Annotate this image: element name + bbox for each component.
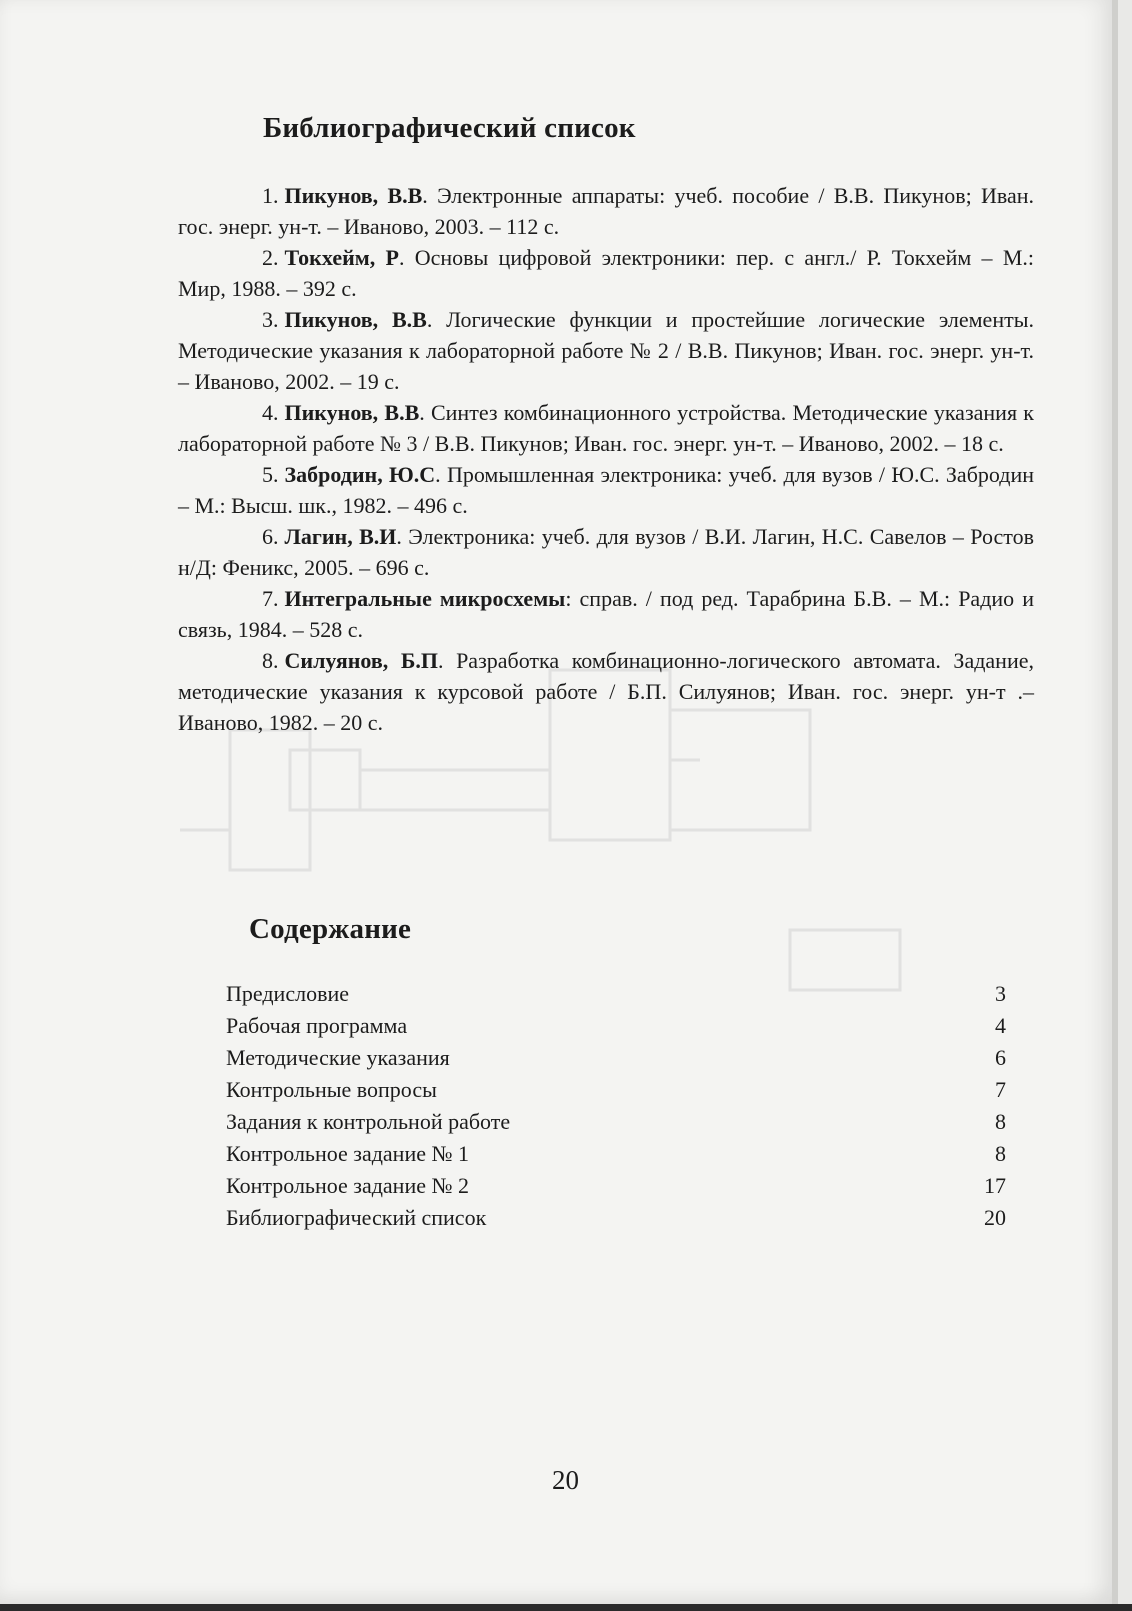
entry-text: . Электроника: учеб. для вузов / В.И. Лагин, Н.С. Савелов – Ростов н/Д: Феникс, 2005. – 696 с. [178, 524, 1034, 580]
toc-page-number: 8 [995, 1109, 1006, 1134]
entry-number: 3. [262, 307, 279, 332]
toc-page-number: 4 [995, 1013, 1006, 1038]
entry-author: Лагин, В.И [284, 524, 397, 549]
entry-text: . Логические функции и простейшие логические элементы. Методические указания к лабораторной работе № 2 / В.В. Пикунов; Иван. гос. энерг. ун-т. – Иваново, 2002. – 19 с. [178, 307, 1034, 394]
toc-label: Предисловие [226, 981, 349, 1006]
toc-row [226, 1042, 1006, 1074]
entry-author: Токхейм, Р [284, 245, 399, 270]
toc-row [226, 1010, 1006, 1042]
entry-number: 7. [262, 586, 279, 611]
toc-row [226, 978, 1006, 1010]
entry-author: Интегральные микросхемы [284, 586, 566, 611]
entry-author: Пикунов, В.В [284, 400, 420, 425]
entry-number: 5. [262, 462, 279, 487]
toc-page-number: 7 [995, 1077, 1006, 1102]
toc-label: Методические указания [226, 1045, 450, 1070]
toc-page-number: 17 [984, 1173, 1006, 1198]
entry-author: Забродин, Ю.С [284, 462, 436, 487]
toc-label: Задания к контрольной работе [226, 1109, 511, 1134]
bibliography-entry [178, 645, 1034, 738]
toc-row [226, 1074, 1006, 1106]
entry-text: : справ. / под ред. Тарабрина Б.В. – М.: Радио и связь, 1984. – 528 с. [178, 586, 1034, 642]
bibliography-entry [178, 583, 1034, 645]
entry-text: . Разработка комбинационно-логического автомата. Задание, методические указания к курсовой работе / Б.П. Силуянов; Иван. гос. энерг. ун-т .– Иваново, 1982. – 20 с. [178, 648, 1034, 735]
entry-author: Пикунов, В.В [284, 183, 423, 208]
toc-row [226, 1106, 1006, 1138]
toc-label: Контрольное задание № 2 [226, 1173, 469, 1198]
table-of-contents [226, 978, 1006, 1234]
toc-label: Контрольное задание № 1 [226, 1141, 469, 1166]
entry-text: . Синтез комбинационного устройства. Методические указания к лабораторной работе № 3 / В.В. Пикунов; Иван. гос. энерг. ун-т. – Иваново, 2002. – 18 с. [178, 400, 1034, 456]
entry-number: 1. [262, 183, 279, 208]
toc-page-number: 3 [995, 981, 1006, 1006]
entry-number: 6. [262, 524, 279, 549]
toc-page-number: 6 [995, 1045, 1006, 1070]
toc-row [226, 1170, 1006, 1202]
bibliography-title: Библиографический список [263, 112, 636, 144]
toc-row [226, 1202, 1006, 1234]
entry-number: 8. [262, 648, 279, 673]
bibliography-entry [178, 459, 1034, 521]
toc-row [226, 1138, 1006, 1170]
entry-number: 4. [262, 400, 279, 425]
bibliography-entry [178, 242, 1034, 304]
toc-label: Библиографический список [226, 1205, 487, 1230]
page-number: 20 [552, 1465, 579, 1495]
contents-title: Содержание [249, 913, 412, 945]
entry-text: . Электронные аппараты: учеб. пособие / В.В. Пикунов; Иван. гос. энерг. ун-т. – Иваново, 2003. – 112 с. [178, 183, 1034, 239]
bibliography-list [178, 180, 1034, 738]
toc-label: Рабочая программа [226, 1013, 408, 1038]
entry-text: . Основы цифровой электроники: пер. с англ./ Р. Токхейм – М.: Мир, 1988. – 392 с. [178, 245, 1034, 301]
entry-author: Пикунов, В.В [284, 307, 427, 332]
toc-label: Контрольные вопросы [226, 1077, 437, 1102]
bibliography-entry [178, 180, 1034, 242]
entry-author: Силуянов, Б.П [284, 648, 438, 673]
entry-number: 2. [262, 245, 279, 270]
bibliography-entry [178, 397, 1034, 459]
entry-text: . Промышленная электроника: учеб. для вузов / Ю.С. Забродин – М.: Высш. шк., 1982. – 496 с. [178, 462, 1034, 518]
scan-edge [0, 1604, 1132, 1611]
toc-page-number: 8 [995, 1141, 1006, 1166]
bibliography-entry [178, 304, 1034, 397]
toc-page-number: 20 [984, 1205, 1006, 1230]
bibliography-entry [178, 521, 1034, 583]
